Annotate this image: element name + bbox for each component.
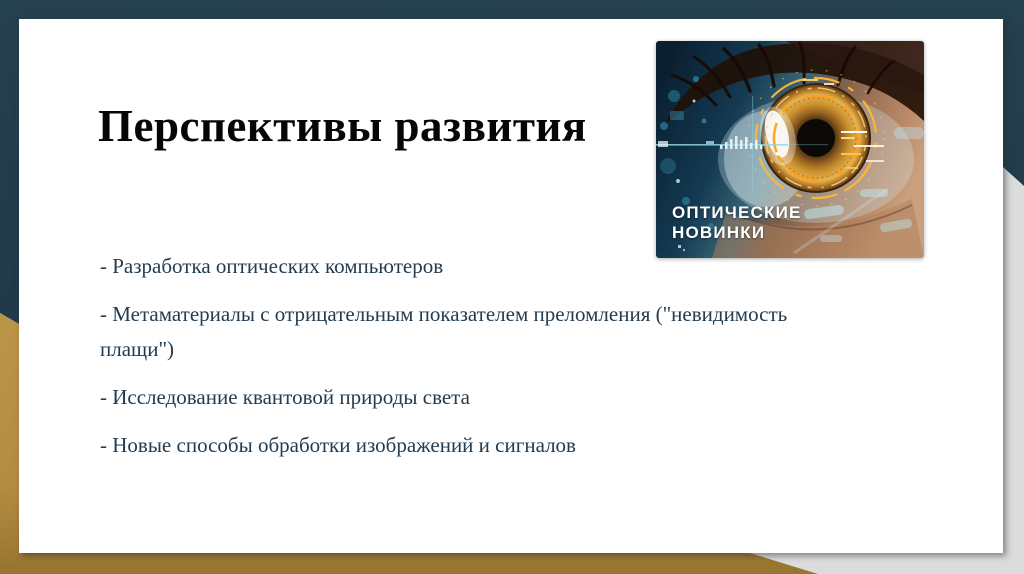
slide-content-panel (19, 19, 1003, 553)
image-caption (672, 203, 802, 243)
image-caption-line1: ОПТИЧЕСКИЕ (672, 203, 802, 222)
bullet-item: - Метаматериалы с отрицательным показателем преломления ("невидимость плащи") (100, 302, 788, 361)
bullet-item: - Разработка оптических компьютеров (100, 254, 444, 278)
bullet-item: - Новые способы обработки изображений и сигналов (100, 433, 576, 457)
optical-novelties-image (656, 41, 924, 258)
slide-title: Перспективы развития (98, 101, 587, 151)
bullet-item: - Исследование квантовой природы света (100, 385, 470, 409)
bullet-list (100, 249, 866, 476)
image-caption-line2: НОВИНКИ (672, 223, 766, 242)
